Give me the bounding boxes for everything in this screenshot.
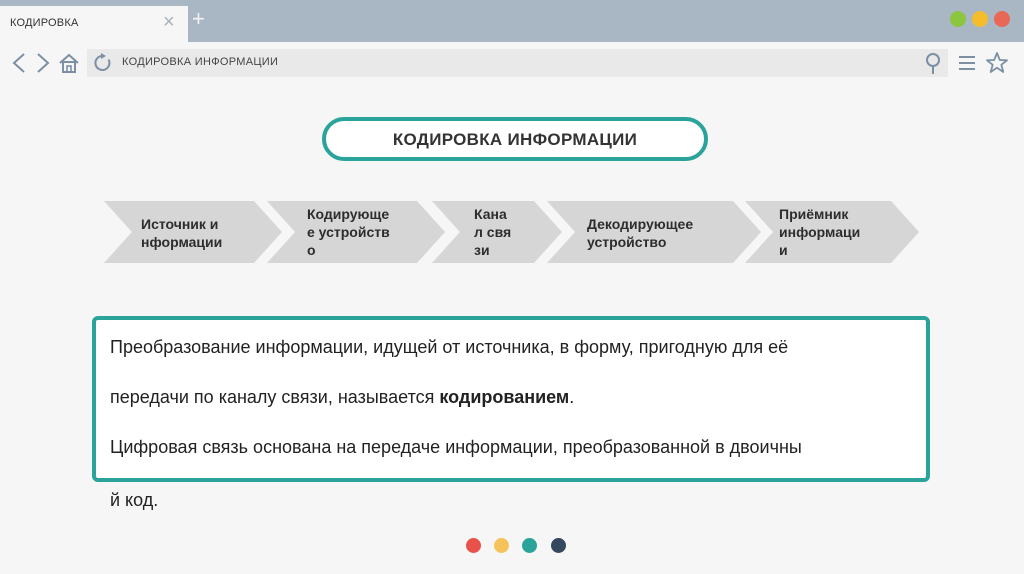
step-label-receiver: Приёмник информаци и (779, 206, 861, 258)
window-minimize-button[interactable] (972, 11, 988, 27)
back-arrow-icon[interactable] (11, 52, 27, 79)
menu-icon[interactable] (958, 54, 976, 77)
definition-line-4: й код. (110, 490, 159, 510)
definition-line-2 (110, 384, 574, 411)
definition-term: кодированием (439, 387, 570, 407)
pagination-dot-yellow[interactable] (494, 538, 509, 553)
location-pin-icon[interactable] (924, 53, 942, 80)
window-close-button[interactable] (994, 11, 1010, 27)
address-bar[interactable] (87, 49, 948, 77)
pagination-dot-red[interactable] (466, 538, 481, 553)
pagination-dot-navy[interactable] (551, 538, 566, 553)
reload-icon[interactable] (93, 53, 113, 78)
step-label-source: Источник и нформации (141, 216, 223, 250)
navigation-bar (0, 42, 1024, 84)
definition-line-2-prefix: передачи по каналу связи, называется (110, 387, 440, 407)
step-label-decoder: Декодирующее устройство (587, 216, 694, 250)
bookmark-star-icon[interactable] (985, 51, 1009, 80)
slide-title-box (322, 117, 708, 161)
new-tab-icon[interactable]: + (192, 6, 205, 31)
tab-title: КОДИРОВКА (10, 17, 79, 29)
pagination-dot-teal[interactable] (522, 538, 537, 553)
definition-line-1: Преобразование информации, идущей от источника, в форму, пригодную для её (110, 337, 789, 357)
browser-tab[interactable] (0, 6, 188, 42)
step-label-encoder: Кодирующе е устройств о (307, 206, 390, 258)
window-maximize-button[interactable] (950, 11, 966, 27)
address-text: КОДИРОВКА ИНФОРМАЦИИ (122, 56, 279, 68)
definition-line-2-suffix: . (569, 387, 575, 407)
forward-arrow-icon[interactable] (35, 52, 51, 79)
close-icon[interactable]: × (163, 11, 175, 33)
slide-title: КОДИРОВКА ИНФОРМАЦИИ (392, 130, 638, 149)
definition-line-3: Цифровая связь основана на передаче информации, преобразованной в двоичны (110, 437, 802, 457)
step-label-channel: Кана л свя зи (474, 206, 512, 258)
home-icon[interactable] (58, 52, 80, 79)
tab-bar (0, 0, 1024, 42)
